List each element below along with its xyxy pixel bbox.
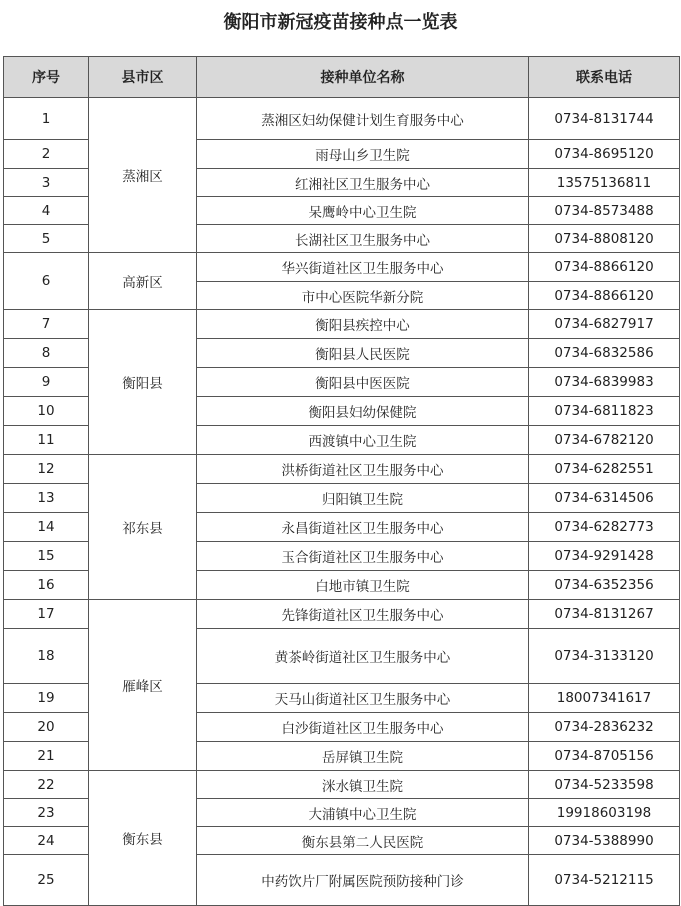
cell-unit-name: 雨母山乡卫生院 — [197, 140, 529, 169]
cell-unit-name: 呆鹰岭中心卫生院 — [197, 197, 529, 225]
cell-unit-name: 中药饮片厂附属医院预防接种门诊 — [197, 855, 529, 906]
cell-unit-name: 红湘社区卫生服务中心 — [197, 169, 529, 197]
cell-no: 6 — [4, 253, 89, 310]
cell-phone: 0734-6811823 — [529, 397, 680, 426]
cell-unit-name: 白地市镇卫生院 — [197, 571, 529, 600]
table-row — [4, 310, 680, 339]
header-unit: 接种单位名称 — [197, 57, 529, 98]
cell-unit-name: 黄茶岭街道社区卫生服务中心 — [197, 629, 529, 684]
cell-no: 15 — [4, 542, 89, 571]
cell-district: 雁峰区 — [89, 600, 197, 771]
cell-phone: 0734-6839983 — [529, 368, 680, 397]
cell-no: 23 — [4, 799, 89, 827]
cell-unit-name: 先锋街道社区卫生服务中心 — [197, 600, 529, 629]
cell-unit-name: 玉合街道社区卫生服务中心 — [197, 542, 529, 571]
cell-phone: 0734-6314506 — [529, 484, 680, 513]
header-tel: 联系电话 — [529, 57, 680, 98]
cell-no: 10 — [4, 397, 89, 426]
header-district: 县市区 — [89, 57, 197, 98]
cell-unit-name: 衡阳县中医医院 — [197, 368, 529, 397]
cell-no: 19 — [4, 684, 89, 713]
cell-phone: 0734-3133120 — [529, 629, 680, 684]
cell-no: 20 — [4, 713, 89, 742]
cell-phone: 0734-8705156 — [529, 742, 680, 771]
cell-phone: 19918603198 — [529, 799, 680, 827]
cell-phone: 0734-8866120 — [529, 253, 680, 282]
cell-phone: 0734-2836232 — [529, 713, 680, 742]
cell-unit-name: 天马山街道社区卫生服务中心 — [197, 684, 529, 713]
cell-phone: 0734-8866120 — [529, 282, 680, 310]
cell-no: 8 — [4, 339, 89, 368]
cell-unit-name: 永昌街道社区卫生服务中心 — [197, 513, 529, 542]
cell-district: 衡阳县 — [89, 310, 197, 455]
cell-unit-name: 衡东县第二人民医院 — [197, 827, 529, 855]
cell-phone: 0734-6827917 — [529, 310, 680, 339]
table-row — [4, 253, 680, 282]
cell-no: 9 — [4, 368, 89, 397]
cell-unit-name: 长湖社区卫生服务中心 — [197, 225, 529, 253]
cell-phone: 0734-5212115 — [529, 855, 680, 906]
table-row — [4, 600, 680, 629]
cell-unit-name: 大浦镇中心卫生院 — [197, 799, 529, 827]
cell-unit-name: 市中心医院华新分院 — [197, 282, 529, 310]
cell-phone: 0734-9291428 — [529, 542, 680, 571]
cell-unit-name: 岳屏镇卫生院 — [197, 742, 529, 771]
cell-phone: 0734-6352356 — [529, 571, 680, 600]
header-no: 序号 — [4, 57, 89, 98]
cell-unit-name: 洣水镇卫生院 — [197, 771, 529, 799]
cell-district: 蒸湘区 — [89, 98, 197, 253]
page-title: 衡阳市新冠疫苗接种点一览表 — [223, 12, 458, 33]
cell-phone: 0734-8573488 — [529, 197, 680, 225]
cell-phone: 0734-5388990 — [529, 827, 680, 855]
cell-no: 17 — [4, 600, 89, 629]
cell-phone: 0734-8695120 — [529, 140, 680, 169]
cell-unit-name: 衡阳县疾控中心 — [197, 310, 529, 339]
cell-phone: 0734-6282773 — [529, 513, 680, 542]
table-row — [4, 771, 680, 799]
cell-unit-name: 华兴街道社区卫生服务中心 — [197, 253, 529, 282]
cell-no: 1 — [4, 98, 89, 140]
cell-phone: 0734-8808120 — [529, 225, 680, 253]
cell-unit-name: 白沙街道社区卫生服务中心 — [197, 713, 529, 742]
cell-unit-name: 衡阳县妇幼保健院 — [197, 397, 529, 426]
cell-phone: 0734-6282551 — [529, 455, 680, 484]
cell-phone: 0734-8131744 — [529, 98, 680, 140]
table-header-row — [4, 57, 680, 98]
cell-no: 24 — [4, 827, 89, 855]
cell-district: 高新区 — [89, 253, 197, 310]
cell-no: 21 — [4, 742, 89, 771]
cell-no: 4 — [4, 197, 89, 225]
cell-phone: 0734-5233598 — [529, 771, 680, 799]
cell-no: 13 — [4, 484, 89, 513]
cell-unit-name: 蒸湘区妇幼保健计划生育服务中心 — [197, 98, 529, 140]
cell-district: 衡东县 — [89, 771, 197, 906]
cell-no: 11 — [4, 426, 89, 455]
cell-phone: 0734-8131267 — [529, 600, 680, 629]
cell-no: 22 — [4, 771, 89, 799]
cell-phone: 0734-6832586 — [529, 339, 680, 368]
table-body — [4, 98, 680, 906]
cell-no: 18 — [4, 629, 89, 684]
cell-unit-name: 归阳镇卫生院 — [197, 484, 529, 513]
cell-no: 5 — [4, 225, 89, 253]
cell-phone: 18007341617 — [529, 684, 680, 713]
cell-no: 25 — [4, 855, 89, 906]
cell-unit-name: 西渡镇中心卫生院 — [197, 426, 529, 455]
cell-no: 3 — [4, 169, 89, 197]
cell-no: 14 — [4, 513, 89, 542]
cell-no: 16 — [4, 571, 89, 600]
cell-phone: 0734-6782120 — [529, 426, 680, 455]
cell-district: 祁东县 — [89, 455, 197, 600]
table-row — [4, 98, 680, 140]
cell-unit-name: 衡阳县人民医院 — [197, 339, 529, 368]
cell-unit-name: 洪桥街道社区卫生服务中心 — [197, 455, 529, 484]
cell-no: 7 — [4, 310, 89, 339]
vaccination-sites-table — [3, 56, 680, 906]
cell-no: 2 — [4, 140, 89, 169]
table-row — [4, 455, 680, 484]
cell-no: 12 — [4, 455, 89, 484]
cell-phone: 13575136811 — [529, 169, 680, 197]
